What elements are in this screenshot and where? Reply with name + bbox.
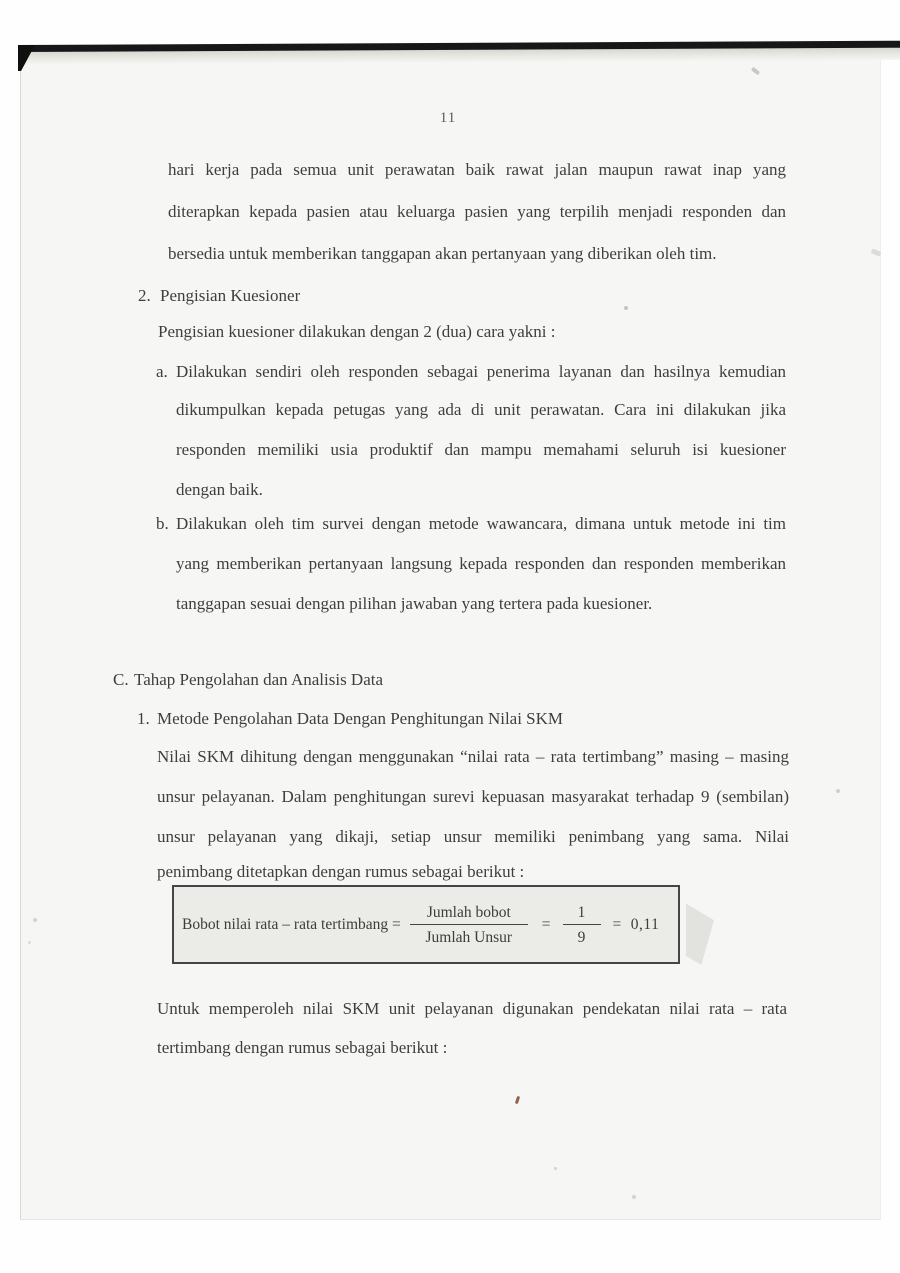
text-line: Nilai SKM dihitung dengan menggunakan “nilai rata – rata tertimbang” masing – masing xyxy=(157,747,789,766)
list-marker: a. xyxy=(156,362,168,381)
text-line: diterapkan kepada pasien atau keluarga pasien yang terpilih menjadi responden dan xyxy=(168,202,786,221)
list-marker: b. xyxy=(156,514,169,533)
fraction-numerator: 1 xyxy=(577,903,586,921)
scan-artifact xyxy=(836,789,840,793)
fraction-numerator: Jumlah bobot xyxy=(426,903,511,921)
fraction-denominator: 9 xyxy=(577,928,586,946)
page-number: 11 xyxy=(439,110,457,126)
text-line: unsur pelayanan. Dalam penghitungan surevi kepuasan masyarakat terhadap 9 (sembilan) xyxy=(157,787,789,806)
section-title: Tahap Pengolahan dan Analisis Data xyxy=(134,670,384,689)
formula-fraction-2 xyxy=(563,904,601,946)
text-line: penimbang ditetapkan dengan rumus sebagai berikut : xyxy=(157,862,525,881)
text-line: Untuk memperoleh nilai SKM unit pelayanan digunakan pendekatan nilai rata – rata xyxy=(157,999,787,1018)
formula-fraction-1 xyxy=(410,904,528,946)
text-line: unsur pelayanan yang dikaji, setiap unsur memiliki penimbang yang sama. Nilai xyxy=(157,827,789,846)
text-line: hari kerja pada semua unit perawatan baik rawat jalan maupun rawat inap yang xyxy=(168,160,786,179)
text-line: Pengisian kuesioner dilakukan dengan 2 (dua) cara yakni : xyxy=(158,322,556,341)
scan-artifact xyxy=(33,918,37,922)
text-line: bersedia untuk memberikan tanggapan akan pertanyaan yang diberikan oleh tim. xyxy=(168,244,717,263)
scan-artifact xyxy=(624,306,628,310)
scan-artifact xyxy=(554,1167,557,1170)
formula-result xyxy=(613,916,660,934)
list-item-title: Pengisian Kuesioner xyxy=(160,286,301,305)
equals-sign: = xyxy=(541,915,551,933)
section-marker: C. xyxy=(113,670,129,689)
result-value: 0,11 xyxy=(630,915,660,933)
text-line: tanggapan sesuai dengan pilihan jawaban yang tertera pada kuesioner. xyxy=(176,594,653,613)
text-line: Dilakukan sendiri oleh responden sebagai penerima layanan dan hasilnya kemudian xyxy=(176,362,786,381)
fraction-denominator: Jumlah Unsur xyxy=(425,928,513,946)
list-marker: 2. xyxy=(138,286,151,305)
document-page xyxy=(20,57,881,1220)
fraction-bar xyxy=(563,924,601,925)
text-line: yang memberikan pertanyaan langsung kepada responden dan responden memberikan xyxy=(176,554,786,573)
list-marker: 1. xyxy=(137,709,150,728)
text-line: dengan baik. xyxy=(176,480,263,499)
text-line: responden memiliki usia produktif dan mampu memahami seluruh isi kuesioner xyxy=(176,440,786,459)
list-item-title: Metode Pengolahan Data Dengan Penghitungan Nilai SKM xyxy=(157,709,564,728)
text-line: tertimbang dengan rumus sebagai berikut : xyxy=(157,1038,448,1057)
text-line: dikumpulkan kepada petugas yang ada di unit perawatan. Cara ini dilakukan jika xyxy=(176,400,786,419)
scan-artifact xyxy=(632,1195,636,1199)
formula-box xyxy=(172,885,680,964)
text-line: Dilakukan oleh tim survei dengan metode wawancara, dimana untuk metode ini tim xyxy=(176,514,786,533)
fraction-bar xyxy=(410,924,528,925)
equals-sign: = xyxy=(612,915,622,933)
scan-artifact xyxy=(28,941,31,944)
formula-lhs: Bobot nilai rata – rata tertimbang = xyxy=(182,915,401,933)
